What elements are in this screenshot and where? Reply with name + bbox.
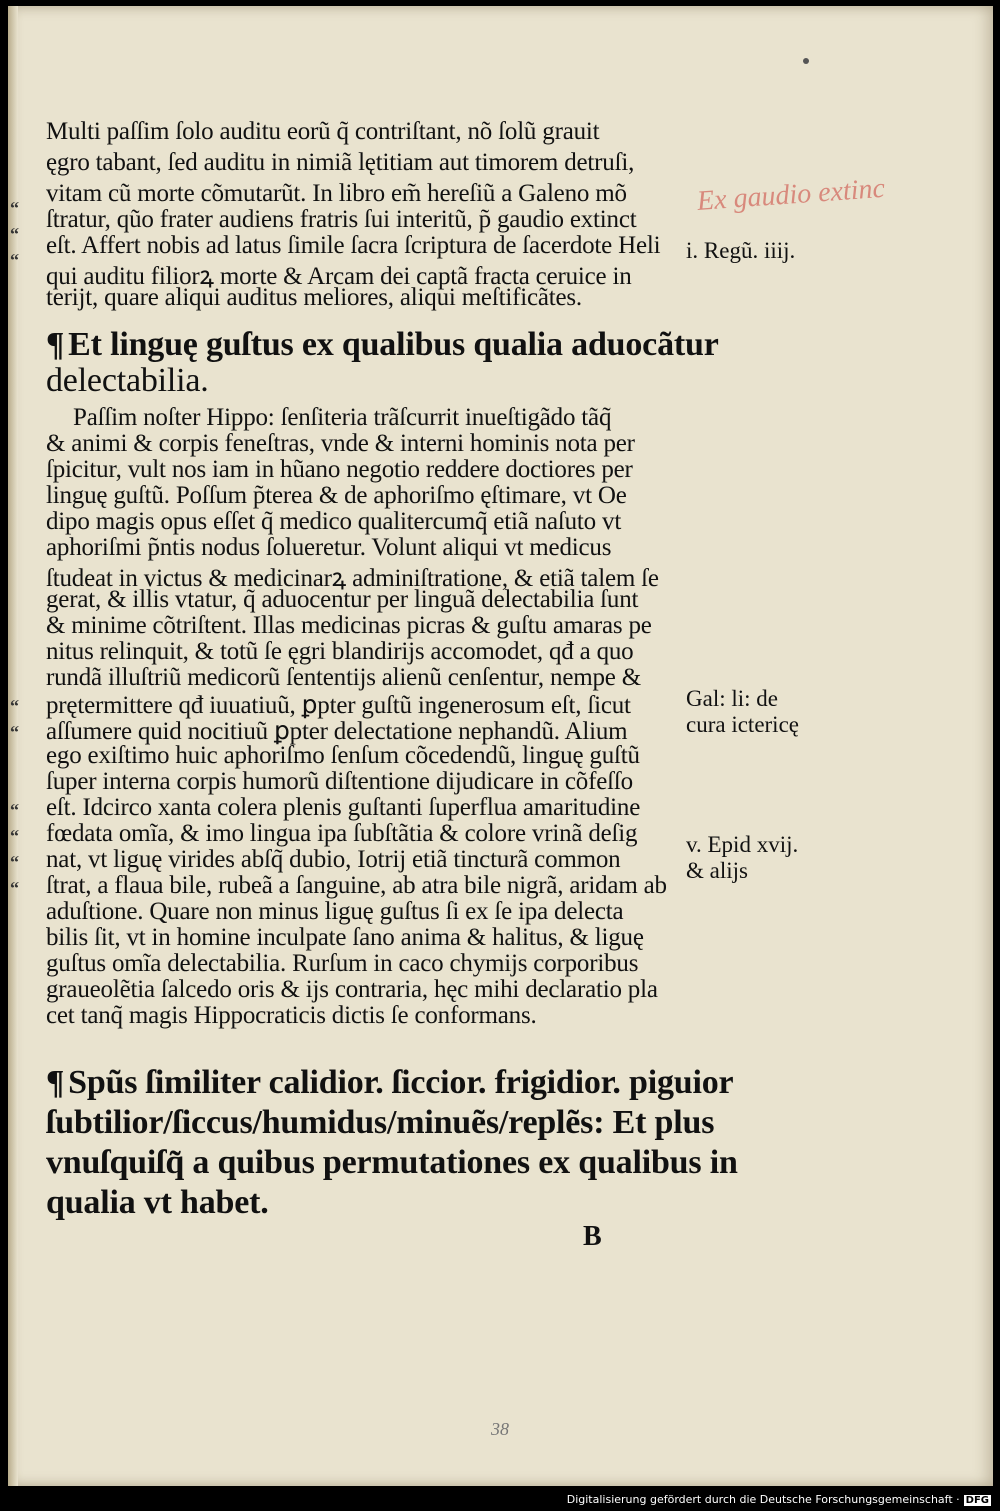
- margin-note-galen: cura ictericę: [686, 712, 799, 737]
- heading-line: ſubtilior/ſiccus/humidus/minuẽs/replẽs: Et plus: [46, 1104, 715, 1141]
- margin-note-regum: i. Regũ. iiij.: [686, 238, 796, 263]
- book-page: [8, 6, 993, 1486]
- pilcrow-icon: ¶: [46, 1064, 65, 1101]
- margin-note-epid: v. Epid xvij.: [686, 832, 799, 857]
- heading-line: delectabilia.: [46, 362, 209, 399]
- text-line: dipo magis opus eſſet q̃ medico qualitercumq̃ etiã naſuto vt: [46, 508, 622, 535]
- digitization-credit: [567, 1493, 992, 1507]
- text-line: nitus relinquit, & totũ ſe ęgri blandirijs accomodet, qđ a quo: [46, 638, 634, 665]
- text-line: Multi paſſim ſolo auditu eorũ q̃ contriſtant, nõ ſolũ grauit: [46, 118, 600, 145]
- text-line: qui auditu filiorꝝ morte & Arcam dei captã fracta ceruice in: [46, 263, 632, 290]
- text-line: ego exiſtimo huic aphoriſmo ſenſum cõcedendũ, linguę guſtũ: [46, 742, 640, 769]
- text-line: terijt, quare aliqui auditus meliores, aliqui meſtificãtes.: [46, 284, 582, 311]
- text-line: ſtratur, qũo frater audiens fratris ſui interitũ, p̃ gaudio extinct: [46, 206, 637, 233]
- text-line: ſtrat, a flaua bile, rubeã a ſanguine, ab atra bile nigrã, aridam ab: [46, 872, 667, 899]
- margin-note-galen: Gal: li: de: [686, 686, 778, 711]
- text-line: ęgro tabant, ſed auditu in nimiã lętitiam aut timorem detruſi,: [46, 149, 635, 176]
- pilcrow-icon: ¶: [46, 326, 65, 363]
- text-line: graueolẽtia ſalcedo oris & ijs contraria, hęc mihi declaratio pla: [46, 976, 658, 1003]
- text-line: ſtudeat in victus & medicinarꝝ adminiſtratione, & etiã talem ſe: [46, 565, 659, 592]
- heading-line: [46, 326, 719, 364]
- text-line: bilis ſit, vt in homine inculpate ſano anima & halitus, & liguę: [46, 924, 644, 951]
- margin-note-epid: & alijs: [686, 858, 748, 883]
- text-line: aſſumere quid nocitiuũ ꝑpter delectatione nephandũ. Alium: [46, 718, 628, 745]
- ink-spot: [803, 58, 809, 64]
- credit-text: Digitalisierung gefördert durch die Deutsche Forschungsgemeinschaft ·: [566, 1493, 960, 1506]
- margin-quote-mark: “: [10, 224, 19, 244]
- text-line: aphoriſmi p̃ntis nodus ſolueretur. Volunt aliqui vt medicus: [46, 534, 612, 561]
- signature-mark: B: [583, 1221, 602, 1252]
- text-line: vitam cũ morte cõmutarũt. In libro em̃ hereſiũ a Galeno mõ: [46, 180, 627, 207]
- margin-quote-mark: “: [10, 696, 19, 716]
- text-line: eſt. Affert nobis ad latus ſimile ſacra ſcriptura de ſacerdote Heli: [46, 232, 661, 259]
- margin-quote-mark: “: [10, 722, 19, 742]
- margin-quote-mark: “: [10, 198, 19, 218]
- text-line: guſtus omĩa delectabilia. Rurſum in caco chymijs corporibus: [46, 950, 639, 977]
- text-line: cet tanq̃ magis Hippocraticis dictis ſe conformans.: [46, 1002, 537, 1029]
- text-line: fœdata omĩa, & imo lingua ipa ſubſtãtia & colore vrinã deſig: [46, 820, 638, 847]
- text-line: Paſſim noſter Hippo: ſenſiteria trãſcurrit inueſtigãdo tãq̃: [73, 404, 612, 431]
- text-line: nat, vt liguę virides abſq̃ dubio, Iotrij etiã tincturã common: [46, 846, 621, 873]
- text-line: eſt. Idcirco xanta colera plenis guſtanti ſuperflua amaritudine: [46, 794, 641, 821]
- heading-line: [46, 1064, 733, 1102]
- margin-quote-mark: “: [10, 826, 19, 846]
- text-line: aduſtione. Quare non minus liguę guſtus ſi ex ſe ipa delecta: [46, 898, 624, 925]
- heading-line: qualia vt habet.: [46, 1184, 269, 1221]
- text-line: ſuper interna corpis humorũ diſtentione dijudicare in cõfeſſo: [46, 768, 633, 795]
- heading-text: Spũs ſimiliter calidior. ſiccior. frigidior. piguior: [68, 1064, 734, 1101]
- dfg-logo: DFG: [963, 1494, 992, 1507]
- handwritten-margin-note: Ex gaudio extinc: [696, 172, 886, 217]
- text-line: rundã illuſtriũ medicorũ ſententijs alienũ cenſentur, nempe &: [46, 664, 641, 691]
- margin-quote-mark: “: [10, 250, 19, 270]
- margin-quote-mark: “: [10, 800, 19, 820]
- text-line: linguę guſtũ. Poſſum p̃terea & de aphoriſmo ęſtimare, vt Oe: [46, 482, 627, 509]
- heading-text: Et linguę guſtus ex qualibus qualia aduocãtur: [68, 326, 719, 363]
- text-line: ſpicitur, vult nos iam in hũano negotio reddere doctiores per: [46, 456, 633, 483]
- heading-line: vnuſquiſq̃ a quibus permutationes ex qualibus in: [46, 1144, 738, 1181]
- text-line: prętermittere qđ iuuatiuũ, ꝑpter guſtũ ingenerosum eſt, ſicut: [46, 692, 631, 719]
- text-line: & minime cõtriſtent. Illas medicinas picras & guſtu amaras pe: [46, 612, 652, 639]
- folio-number: 38: [491, 1419, 509, 1439]
- text-line: gerat, & illis vtatur, q̃ aduocentur per linguã delectabilia ſunt: [46, 586, 639, 613]
- text-line: & animi & corpis feneſtras, vnde & interni hominis nota per: [46, 430, 635, 457]
- margin-quote-mark: “: [10, 878, 19, 898]
- margin-quote-mark: “: [10, 852, 19, 872]
